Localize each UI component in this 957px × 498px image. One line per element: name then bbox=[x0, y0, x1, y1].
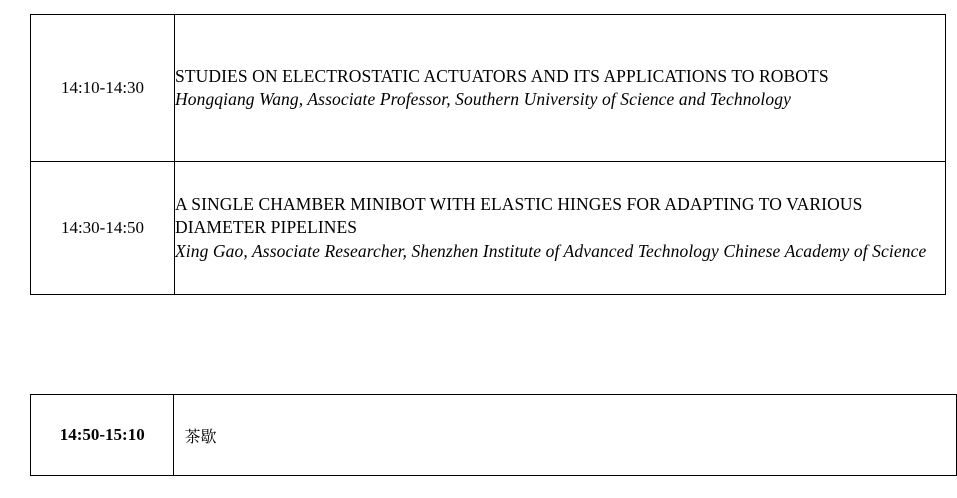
session-title: STUDIES ON ELECTROSTATIC ACTUATORS AND ITS APPLICATIONS TO ROBOTS bbox=[175, 65, 829, 86]
session-description-cell bbox=[175, 162, 946, 295]
table-row bbox=[31, 162, 946, 295]
break-table bbox=[30, 394, 957, 476]
sessions-table bbox=[30, 14, 946, 295]
table-row bbox=[31, 15, 946, 162]
session-title: A SINGLE CHAMBER MINIBOT WITH ELASTIC HINGES FOR ADAPTING TO VARIOUS DIAMETER PIPELINES bbox=[175, 194, 863, 238]
session-time: 14:30-14:50 bbox=[60, 218, 145, 238]
session-speaker: Hongqiang Wang, Associate Professor, Southern University of Science and Technology bbox=[175, 89, 791, 109]
session-time: 14:10-14:30 bbox=[60, 78, 145, 98]
break-label-cell bbox=[174, 395, 957, 476]
break-label: 茶歇 bbox=[184, 426, 217, 446]
table-row bbox=[31, 395, 957, 476]
session-time-cell bbox=[31, 162, 175, 295]
session-speaker: Xing Gao, Associate Researcher, Shenzhen Institute of Advanced Technology Chinese Academy of Science bbox=[175, 240, 927, 261]
break-time-cell bbox=[31, 395, 174, 476]
session-description-cell bbox=[175, 15, 946, 162]
break-time: 14:50-15:10 bbox=[59, 425, 145, 445]
session-time-cell bbox=[31, 15, 175, 162]
